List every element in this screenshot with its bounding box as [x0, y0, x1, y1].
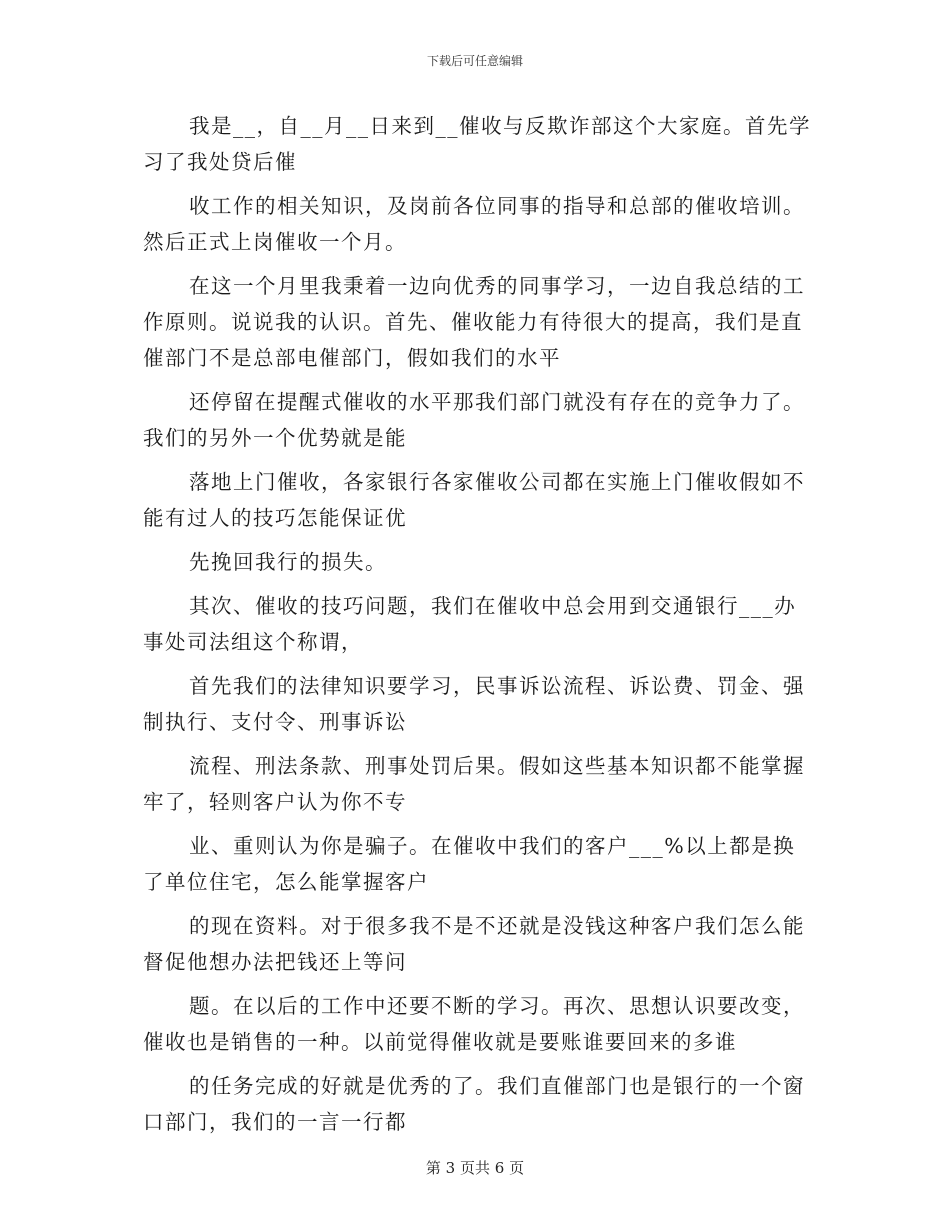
paragraph: 题。在以后的工作中还要不断的学习。再次、思想认识要改变，催收也是销售的一种。以前觉得催收就是要账谁要回来的多谁 [143, 994, 805, 1054]
paragraph: 收工作的相关知识，及岗前各位同事的指导和总部的催收培训。然后正式上岗催收一个月。 [143, 194, 805, 254]
paragraph: 其次、催收的技巧问题，我们在催收中总会用到交通银行___办事处司法组这个称谓， [143, 594, 797, 654]
paragraph: 先挽回我行的损失。 [189, 550, 387, 574]
paragraph: 我是__，自__月__日来到__催收与反欺诈部这个大家庭。首先学习了我处贷后催 [143, 114, 811, 174]
page-number: 第 3 页共 6 页 [425, 1159, 525, 1177]
paragraph: 流程、刑法条款、刑事处罚后果。假如这些基本知识都不能掌握牢了，轻则客户认为你不专 [143, 754, 805, 814]
paragraph: 业、重则认为你是骗子。在催收中我们的客户___%以上都是换了单位住宅，怎么能掌握客户 [143, 834, 796, 894]
page-header: 下载后可任意编辑 [426, 54, 523, 68]
paragraph: 落地上门催收，各家银行各家催收公司都在实施上门催收假如不能有过人的技巧怎能保证优 [143, 470, 805, 530]
paragraph: 首先我们的法律知识要学习，民事诉讼流程、诉讼费、罚金、强制执行、支付令、刑事诉讼 [143, 674, 805, 734]
paragraph: 的任务完成的好就是优秀的了。我们直催部门也是银行的一个窗口部门，我们的一言一行都 [143, 1074, 805, 1134]
paragraph: 在这一个月里我秉着一边向优秀的同事学习，一边自我总结的工作原则。说说我的认识。首先、催收能力有待很大的提高，我们是直催部门不是总部电催部门，假如我们的水平 [143, 274, 805, 370]
document-body [143, 108, 813, 1148]
paragraph: 还停留在提醒式催收的水平那我们部门就没有存在的竞争力了。我们的另外一个优势就是能 [143, 390, 805, 450]
paragraph: 的现在资料。对于很多我不是不还就是没钱这种客户我们怎么能督促他想办法把钱还上等问 [143, 914, 805, 974]
